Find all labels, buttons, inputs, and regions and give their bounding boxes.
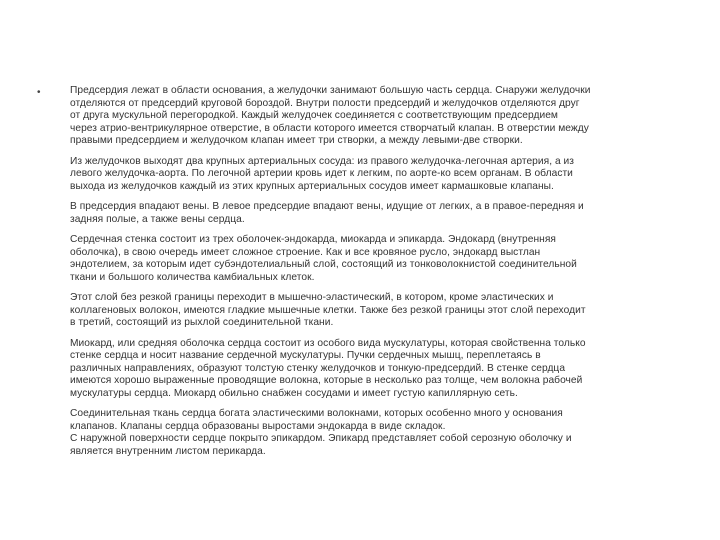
paragraph-myocardium: Миокард, или средняя оболочка сердца состоит из особого вида мускулатуры, которая свойственна только стенке сердца и носит название сердечной мускулатуры. Пучки сердечных мышц, переплетаясь в различных направлениях, образуют толстую стенку желудочков и тонкую-предсердий. В стенке сердца имеются хорошо выраженные проводящие волокна, которые в несколько раз толще, чем волокна рабочей мускулатуры сердца. Миокард обильно снабжен сосудами и имеет густую капиллярную сеть. <box>70 337 586 399</box>
paragraph-arteries: Из желудочков выходят два крупных артериальных сосуда: из правого желудочка-легочная артерия, а из левого желудочка-аорта. По легочной артерии кровь идет к легким, по аорте-ко всем органам. В области выхода из желудочков каждый из этих крупных артериальных сосудов имеет кармашковые клапаны. <box>70 155 575 192</box>
paragraph-atria-ventricles: Предсердия лежат в области основания, а желудочки занимают большую часть сердца. Снаружи желудочки отделяются от предсердий круговой бороздой. Внутри полости предсердий и желудочков отделяются друг от друга мускульной перегородкой. Каждый желудочек соединяется с соответствующим предсердием через атрио-вентрикулярное отверстие, в области которого имеется створчатый клапан. В отверстии между правыми предсердием и желудочком клапан имеет три створки, а между левыми-две створки. <box>70 85 591 146</box>
text-body <box>70 85 680 466</box>
paragraph-connective-tissue-epicardium: Соединительная ткань сердца богата эластическими волокнами, которых особенно много у основания клапанов. Клапаны сердца образованы выростами эндокарда в виде складок. С наружной поверхности сердце покрыто эпикардом. Эпикард представляет собой серозную оболочку и является внутренним листом перикарда. <box>70 408 572 457</box>
paragraph-endocardium: Сердечная стенка состоит из трех оболочек-эндокарда, миокарда и эпикарда. Эндокард (внутренняя оболочка), в свою очередь имеет сложное строение. Как и все кровяное русло, эндокард выстлан эндотелием, за которым идет субэндотелиальный слой, состоящий из тонковолокнистой соединительной ткани и большого количества камбиальных клеток. <box>70 234 577 283</box>
paragraph-veins: В предсердия впадают вены. В левое предсердие впадают вены, идущие от легких, а в правое-передняя и задняя полые, а также вены сердца. <box>70 201 584 225</box>
paragraph-muscle-elastic-layer: Этот слой без резкой границы переходит в мышечно-эластический, в котором, кроме эластических и коллагеновых волокон, имеются гладкие мышечные клетки. Также без резкой границы этот слой переходит в третий, состоящий из рыхлой соединительной ткани. <box>70 292 586 328</box>
bullet-marker: • <box>37 87 41 98</box>
